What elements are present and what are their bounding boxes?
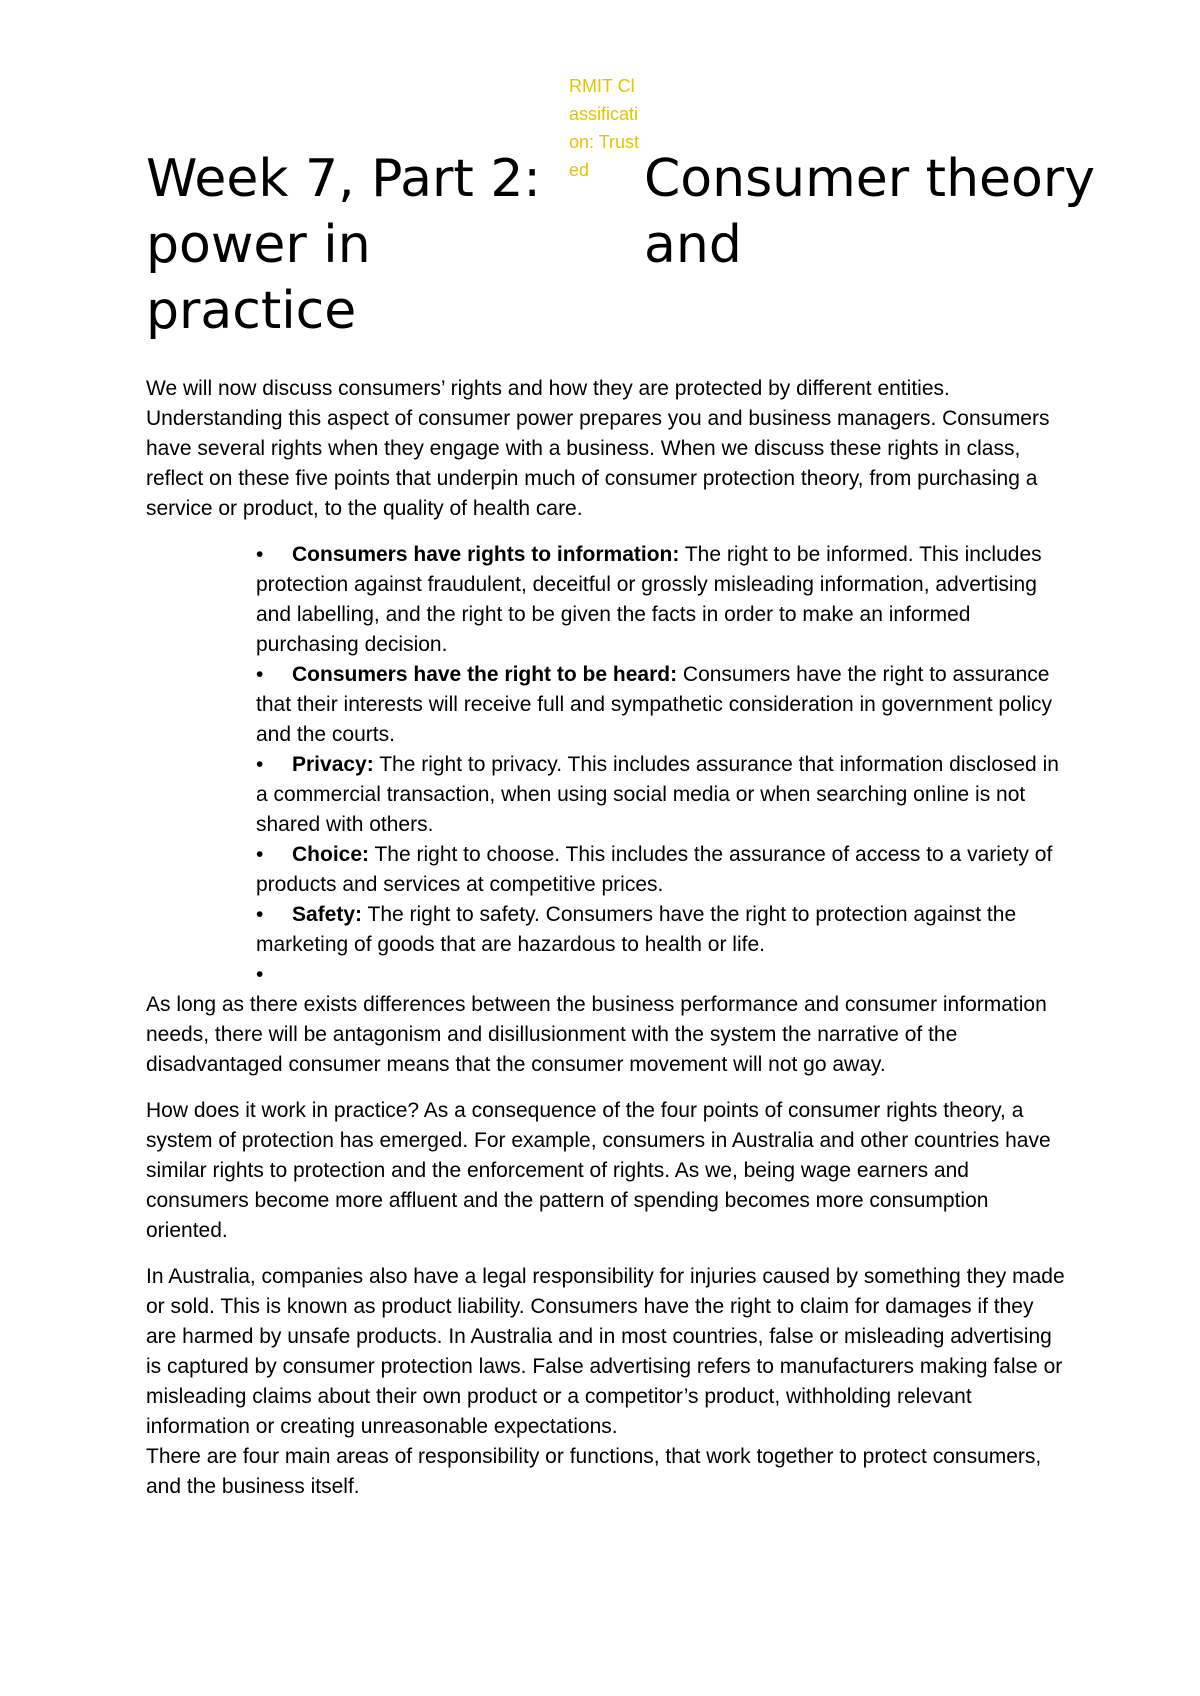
consumer-rights-list xyxy=(256,540,1066,990)
classification-label: RMIT Classification: Trusted xyxy=(569,76,640,180)
page-title-right: Consumer theory and xyxy=(644,149,1095,275)
list-item-empty xyxy=(256,960,1066,990)
document-body xyxy=(146,374,1066,1502)
right-term: Consumers have rights to information: xyxy=(292,543,680,566)
right-term: Privacy: xyxy=(292,753,374,776)
right-description: The right to be informed. This includes protection against fraudulent, deceitful or grossly misleading information, advertising and labelling, and the right to be given the facts in order to make an informed purchasing decision. xyxy=(256,543,1042,656)
right-description: The right to safety. Consumers have the right to protection against the marketing of goods that are hazardous to health or life. xyxy=(256,903,1017,956)
paragraph-responsibility-areas: There are four main areas of responsibility or functions, that work together to protect consumers, and the business itself. xyxy=(146,1445,1042,1498)
right-term: Choice: xyxy=(292,843,370,866)
bullet-icon: • xyxy=(256,543,264,566)
intro-paragraph: We will now discuss consumers’ rights and how they are protected by different entities. Understanding this aspect of consumer power prepares you and business managers. Consumers have several rights when they engage with a business. When we discuss these rights in class, reflect on these five points that underpin much of consumer protection theory, from purchasing a service or product, to the quality of health care. xyxy=(146,377,1050,520)
bullet-icon: • xyxy=(256,753,264,776)
right-description: The right to choose. This includes the assurance of access to a variety of products and services at competitive prices. xyxy=(256,843,1053,896)
right-description: Consumers have the right to assurance that their interests will receive full and sympathetic consideration in government policy and the courts. xyxy=(256,663,1053,746)
right-term: Safety: xyxy=(292,903,363,926)
bullet-icon: • xyxy=(256,663,264,686)
bullet-icon: • xyxy=(256,843,264,866)
paragraph-practice: How does it work in practice? As a consequence of the four points of consumer rights theory, a system of protection has emerged. For example, consumers in Australia and other countries have similar rights to protection and the enforcement of rights. As we, being wage earners and consumers become more affluent and the pattern of spending becomes more consumption oriented. xyxy=(146,1099,1051,1242)
right-term: Consumers have the right to be heard: xyxy=(292,663,678,686)
list-item-choice xyxy=(256,840,1066,900)
bullet-icon: • xyxy=(256,963,264,986)
list-item-safety xyxy=(256,900,1066,960)
bullet-icon: • xyxy=(256,903,264,926)
page-title-left: Week 7, Part 2: power in practice xyxy=(146,149,541,341)
right-description: The right to privacy. This includes assurance that information disclosed in a commercial transaction, when using social media or when searching online is not shared with others. xyxy=(256,753,1059,836)
list-item-privacy xyxy=(256,750,1066,840)
paragraph-product-liability: In Australia, companies also have a legal responsibility for injuries caused by something they made or sold. This is known as product liability. Consumers have the right to claim for damages if they are harmed by unsafe products. In Australia and in most countries, false or misleading advertising is captured by consumer protection laws. False advertising refers to manufacturers making false or misleading claims about their own product or a competitor’s product, withholding relevant information or creating unreasonable expectations. xyxy=(146,1265,1065,1438)
paragraph-consumer-movement: As long as there exists differences between the business performance and consumer information needs, there will be antagonism and disillusionment with the system the narrative of the disadvantaged consumer means that the consumer movement will not go away. xyxy=(146,993,1047,1076)
list-item-information xyxy=(256,540,1066,660)
list-item-heard xyxy=(256,660,1066,750)
